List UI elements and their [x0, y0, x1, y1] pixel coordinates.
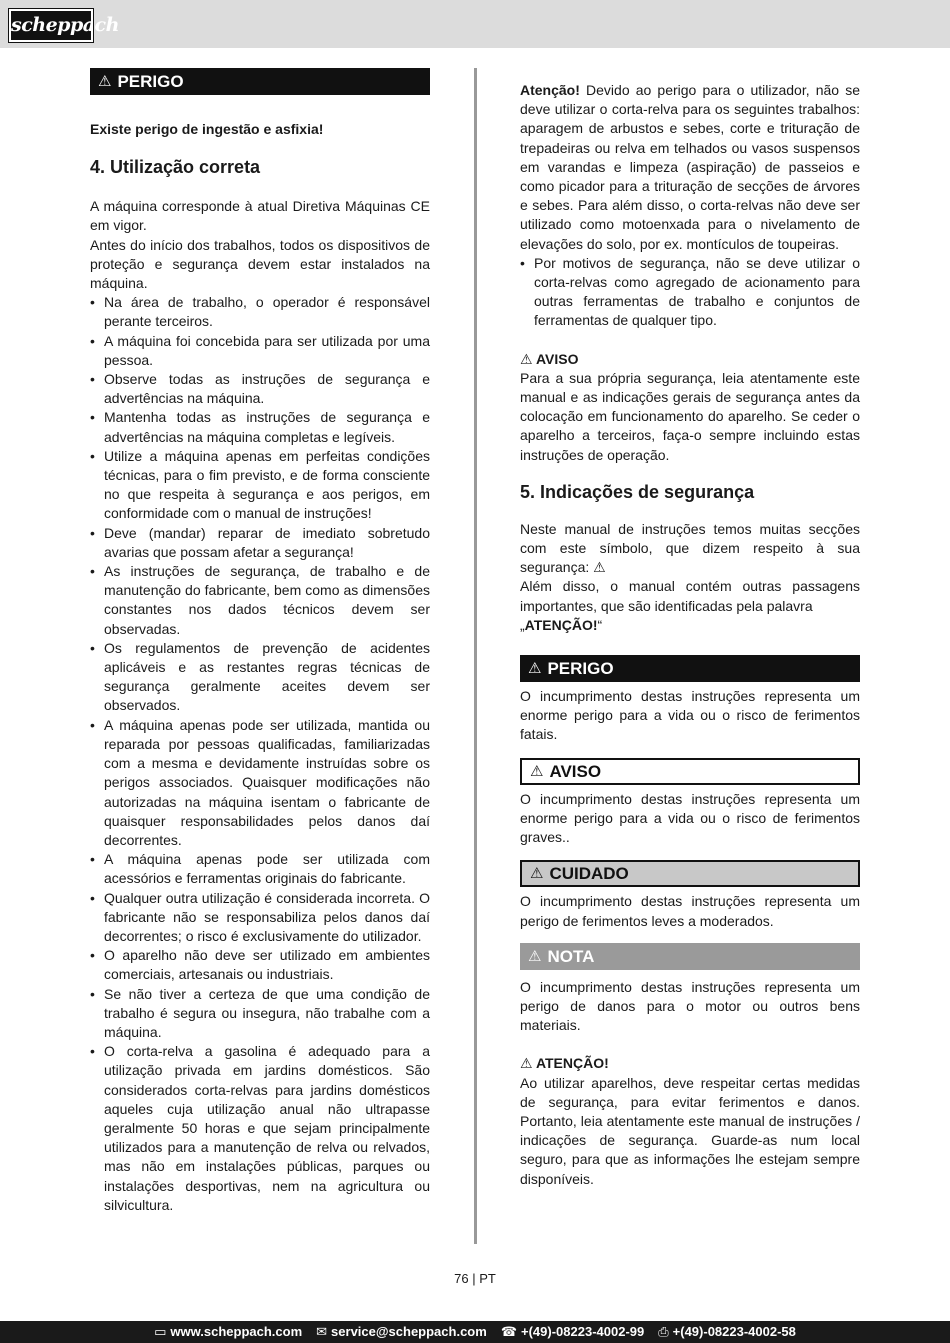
- warning-triangle-icon: ⚠: [528, 660, 542, 678]
- list-item: • Utilize a máquina apenas em perfeitas condições técnicas, para o fim previsto, e de forma consciente no que respeita à segurança e aos perigos, em conformidade com o manual de instruções!: [90, 447, 430, 524]
- warning-triangle-icon: ⚠: [98, 73, 112, 90]
- warning-triangle-icon: ⚠: [530, 762, 544, 780]
- list-item: • Mantenha todas as instruções de segurança e advertências na máquina completas e legíveis.: [90, 408, 430, 446]
- atencao-heading: [520, 1054, 860, 1073]
- warning-triangle-icon: ⚠: [520, 1055, 533, 1072]
- intro-paragraph-1: A máquina corresponde à atual Diretiva Máquinas CE em vigor.: [90, 198, 430, 234]
- footer-phone-text: +(49)-08223-4002-99: [521, 1324, 645, 1339]
- list-item: • Se não tiver a certeza de que uma condição de trabalho é segura ou insegura, não trabalhe com a máquina.: [90, 985, 430, 1043]
- right-bullet-list: [520, 254, 860, 331]
- safety-intro-2: Além disso, o manual contém outras passagens importantes, que são identificadas pela palavra: [520, 578, 860, 614]
- list-item: • As instruções de segurança, de trabalho e de manutenção do fabricante, bem como as dimensões constantes nos dados técnicos devem ser observadas.: [90, 562, 430, 639]
- cuidado-description: O incumprimento destas instruções representa um perigo de ferimentos leves a moderados.: [520, 893, 860, 929]
- atencao-heading-label: ATENÇÃO!: [535, 1055, 609, 1072]
- warning-triangle-icon: ⚠: [530, 865, 544, 883]
- warning-triangle-icon: ⚠: [528, 947, 542, 965]
- list-item: • Na área de trabalho, o operador é responsável perante terceiros.: [90, 293, 430, 331]
- section-title-5: 5. Indicações de segurança: [520, 481, 755, 502]
- aviso-heading: [520, 350, 860, 369]
- footer-email[interactable]: [316, 1324, 487, 1340]
- computer-icon: ▭: [154, 1324, 167, 1339]
- nota-description: O incumprimento destas instruções representa um perigo de danos para o motor ou outros bens materiais.: [520, 978, 860, 1034]
- atencao-paragraph: [520, 81, 860, 254]
- list-item: • Deve (mandar) reparar de imediato sobretudo avarias que possam afetar a segurança!: [90, 524, 430, 562]
- footer-fax-text: +(49)-08223-4002-58: [672, 1324, 796, 1339]
- quote-open: „: [520, 616, 525, 633]
- atencao-lead: Atenção!: [520, 82, 580, 98]
- safety-intro-1: Neste manual de instruções temos muitas secções com este símbolo, que dizem respeito à sua segurança: ⚠: [520, 520, 860, 576]
- aviso-banner: [520, 758, 860, 785]
- phone-icon: ☎: [500, 1324, 518, 1339]
- fax-icon: ⎙: [658, 1324, 669, 1339]
- perigo-banner-label: PERIGO: [117, 72, 184, 91]
- right-column: [520, 81, 860, 1189]
- page-number: 76 | PT: [454, 1271, 496, 1286]
- left-column: [90, 68, 430, 1215]
- warning-triangle-icon: ⚠: [520, 350, 533, 367]
- footer-phone[interactable]: [501, 1324, 644, 1340]
- atencao-final-text: Ao utilizar aparelhos, deve respeitar certas medidas de segurança, para evitar ferimentos e danos. Portanto, leia atentamente este manual de instruções / indicações de segurança. Guarde-as num local seguro, para que as informações lhe estejam sempre disponíveis.: [520, 1074, 860, 1187]
- list-item: • Os regulamentos de prevenção de acidentes aplicáveis e as restantes regras técnicas de segurança geralmente aceites devem ser observados.: [90, 639, 430, 716]
- footer-fax: [658, 1324, 796, 1340]
- aviso-text: Para a sua própria segurança, leia atentamente este manual e as indicações gerais de segurança antes da colocação em funcionamento do aparelho. Se ceder o aparelho a terceiros, faça-o sempre incluindo estas instruções de operação.: [520, 369, 860, 463]
- aviso-heading-label: AVISO: [535, 350, 579, 367]
- list-item: • Qualquer outra utilização é considerada incorreta. O fabricante não se responsabiliza pelos danos daí decorrentes; o risco é exclusivamente do utilizador.: [90, 889, 430, 947]
- footer-bar: [0, 1321, 950, 1343]
- list-item: • Observe todas as instruções de segurança e advertências na máquina.: [90, 370, 430, 408]
- perigo-banner-right: [520, 655, 860, 682]
- list-item: • A máquina apenas pode ser utilizada, mantida ou reparada por pessoas qualificadas, familiarizadas com a mesma e devidamente instruídas sobre os perigos associados. Quaisquer modificações não autorizadas na máquina isentam o fabricante de quaisquer responsabilidades pelos danos daí decorrentes.: [90, 716, 430, 850]
- intro-paragraph-2: Antes do início dos trabalhos, todos os dispositivos de proteção e segurança devem estar instalados na máquina.: [90, 236, 430, 292]
- header-bar: [0, 0, 950, 48]
- perigo-banner: [90, 68, 430, 95]
- column-divider: [474, 68, 477, 1244]
- footer-web[interactable]: [154, 1324, 302, 1340]
- cuidado-banner: [520, 860, 860, 887]
- scheppach-logo: scheppach: [9, 9, 93, 42]
- list-item: • A máquina apenas pode ser utilizada com acessórios e ferramentas originais do fabricante.: [90, 850, 430, 888]
- cuidado-banner-label: CUIDADO: [549, 864, 629, 884]
- footer-email-text: service@scheppach.com: [331, 1324, 487, 1339]
- perigo-description: O incumprimento destas instruções representa um enorme perigo para a vida ou o risco de ferimentos fatais.: [520, 688, 860, 743]
- section-title-4: 4. Utilização correta: [90, 157, 261, 178]
- aviso-description: O incumprimento destas instruções representa um enorme perigo para a vida ou o risco de ferimentos graves..: [520, 790, 860, 846]
- atencao-word: ATENÇÃO!: [524, 616, 598, 633]
- list-item: • Por motivos de segurança, não se deve utilizar o corta-relvas como agregado de acionamento para outras ferramentas de trabalho e conjuntos de ferramentas de qualquer tipo.: [520, 254, 860, 331]
- list-item: • O aparelho não deve ser utilizado em ambientes comerciais, artesanais ou industriais.: [90, 946, 430, 984]
- usage-bullet-list: [90, 293, 430, 1215]
- perigo-text: Existe perigo de ingestão e asfixia!: [90, 121, 324, 137]
- footer-web-text: www.scheppach.com: [170, 1324, 303, 1339]
- safety-intro-3: [520, 616, 860, 635]
- nota-banner: [520, 943, 860, 970]
- list-item: • O corta-relva a gasolina é adequado para a utilização privada em jardins domésticos. São considerados corta-relvas para jardins domésticos aqueles cuja utilização anual não ultrapasse geralmente 50 horas e que sejam principalmente utilizados para a manutenção de relva ou relvados, mas não em instalações públicas, parques ou instalações desportivas, nem na agricultura ou silvicultura.: [90, 1042, 430, 1215]
- mail-icon: ✉: [316, 1324, 328, 1339]
- perigo-banner-label: PERIGO: [547, 659, 614, 679]
- nota-banner-label: NOTA: [547, 946, 595, 966]
- aviso-banner-label: AVISO: [549, 761, 602, 781]
- atencao-body: Devido ao perigo para o utilizador, não se deve utilizar o corta-relva para os seguintes trabalhos: aparagem de arbustos e sebes, corte e trituração de trepadeiras ou relva em telhados ou vasos suspensos em varandas e limpeza (aspiração) de passeios e como picador para a trituração de secções de árvores e sebes. Para além disso, o corta-relvas não deve ser utilizado como motoenxada para o nivelamento de elevações do solo, por ex. montículos de toupeiras.: [520, 82, 860, 252]
- quote-close: “: [597, 616, 603, 633]
- list-item: • A máquina foi concebida para ser utilizada por uma pessoa.: [90, 332, 430, 370]
